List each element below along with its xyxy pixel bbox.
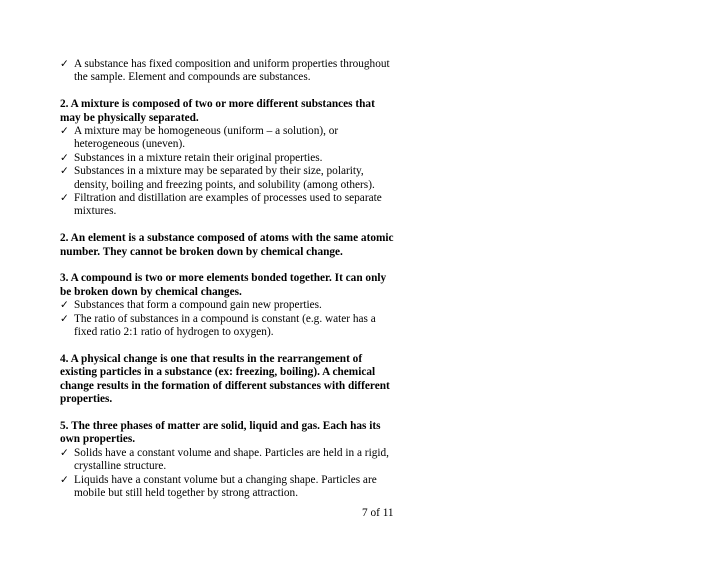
- section-element: [60, 232, 396, 259]
- bullet-item: [60, 299, 396, 312]
- bullet-text: Substances that form a compound gain new properties.: [74, 299, 322, 312]
- bullet-item: [60, 58, 396, 85]
- bullet-item: [60, 125, 396, 152]
- bullet-text: A mixture may be homogeneous (uniform – a solution), or heterogeneous (uneven).: [74, 125, 339, 151]
- checkmark-icon: ✓: [60, 446, 69, 459]
- bullet-item: [60, 447, 396, 474]
- bullet-text: Substances in a mixture may be separated by their size, polarity, density, boiling and freezing points, and solubility (among others).: [74, 165, 375, 191]
- checkmark-icon: ✓: [60, 299, 69, 312]
- checkmark-icon: ✓: [60, 151, 69, 164]
- section-heading: 2. An element is a substance composed of atoms with the same atomic number. They cannot be broken down by chemical change.: [60, 232, 394, 258]
- bullet-item: [60, 313, 396, 340]
- section-mixture: [60, 98, 396, 219]
- bullet-item: [60, 474, 396, 501]
- bullet-text: A substance has fixed composition and uniform properties throughout the sample. Element and compounds are substances.: [74, 58, 390, 84]
- checkmark-icon: ✓: [60, 165, 69, 178]
- page-number: 7 of 11: [362, 507, 394, 519]
- bullet-item: [60, 165, 396, 192]
- section-heading: 2. A mixture is composed of two or more different substances that may be physically separated.: [60, 98, 375, 124]
- bullet-text: Filtration and distillation are examples of processes used to separate mixtures.: [74, 192, 382, 218]
- section-heading: 4. A physical change is one that results in the rearrangement of existing particles in a substance (ex: freezing, boiling). A chemical change results in the formation of different substances with different properties.: [60, 352, 390, 406]
- section-heading: 3. A compound is two or more elements bonded together. It can only be broken down by chemical changes.: [60, 272, 387, 298]
- bullet-text: Substances in a mixture retain their original properties.: [74, 151, 323, 164]
- section-phases: [60, 420, 396, 500]
- bullet-item: [60, 152, 396, 165]
- checkmark-icon: ✓: [60, 312, 69, 325]
- bullet-text: The ratio of substances in a compound is constant (e.g. water has a fixed ratio 2:1 ratio of hydrogen to oxygen).: [74, 312, 376, 339]
- section-compound: [60, 272, 396, 339]
- checkmark-icon: ✓: [60, 473, 69, 486]
- bullet-item: [60, 192, 396, 219]
- checkmark-icon: ✓: [60, 58, 69, 70]
- document-page: [60, 58, 396, 500]
- checkmark-icon: ✓: [60, 192, 69, 205]
- bullet-text: Liquids have a constant volume but a changing shape. Particles are mobile but still held together by strong attraction.: [74, 473, 377, 499]
- checkmark-icon: ✓: [60, 125, 69, 138]
- section-heading: 5. The three phases of matter are solid, liquid and gas. Each has its own properties.: [60, 419, 381, 446]
- bullet-text: Solids have a constant volume and shape. Particles are held in a rigid, crystalline structure.: [74, 446, 389, 473]
- section-physical-change: [60, 353, 396, 407]
